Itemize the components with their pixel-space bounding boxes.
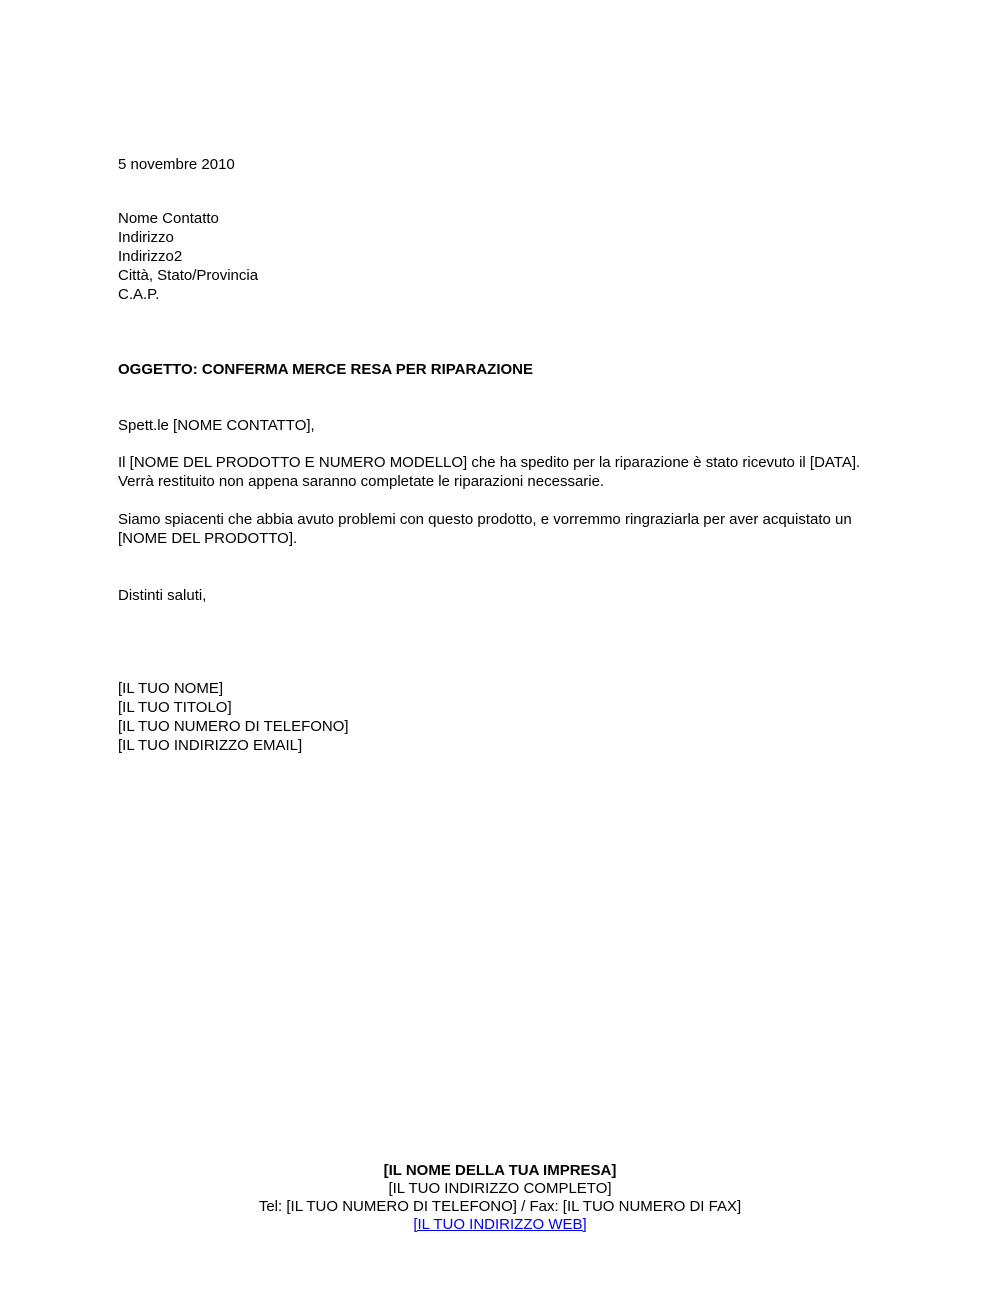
letter-date: 5 novembre 2010: [118, 156, 235, 173]
signature-block: [118, 679, 349, 755]
closing: Distinti saluti,: [118, 587, 207, 604]
footer-company-name: [IL NOME DELLA TUA IMPRESA]: [383, 1162, 617, 1179]
signature-title: [IL TUO TITOLO]: [118, 699, 232, 716]
footer-web-line: [0, 1216, 1000, 1234]
footer-web-link[interactable]: [IL TUO INDIRIZZO WEB]: [413, 1216, 587, 1233]
signature-name: [IL TUO NOME]: [118, 680, 224, 697]
footer-company-address: [IL TUO INDIRIZZO COMPLETO]: [388, 1180, 612, 1197]
recipient-city-state: Città, Stato/Provincia: [118, 267, 259, 284]
body-paragraph-1: Il [NOME DEL PRODOTTO E NUMERO MODELLO] che ha spedito per la riparazione è stato ricevuto il [DATA]. Verrà restituito non appena saranno completate le riparazioni necessarie.: [118, 454, 861, 490]
recipient-postal: C.A.P.: [118, 286, 160, 303]
body-paragraph-2: Siamo spiacenti che abbia avuto problemi con questo prodotto, e vorremmo ringraziarla per aver acquistato un [NOME DEL PRODOTTO].: [118, 511, 852, 547]
footer-tel-fax: Tel: [IL TUO NUMERO DI TELEFONO] / Fax: [IL TUO NUMERO DI FAX]: [258, 1198, 742, 1215]
recipient-address2: Indirizzo2: [118, 248, 183, 265]
signature-phone: [IL TUO NUMERO DI TELEFONO]: [118, 718, 349, 735]
recipient-address-block: [118, 209, 258, 304]
salutation: Spett.le [NOME CONTATTO],: [118, 417, 315, 434]
signature-email: [IL TUO INDIRIZZO EMAIL]: [118, 737, 303, 754]
recipient-address1: Indirizzo: [118, 229, 174, 246]
recipient-name: Nome Contatto: [118, 210, 219, 227]
company-footer: [0, 1162, 1000, 1234]
subject-line: OGGETTO: CONFERMA MERCE RESA PER RIPARAZIONE: [118, 361, 534, 378]
